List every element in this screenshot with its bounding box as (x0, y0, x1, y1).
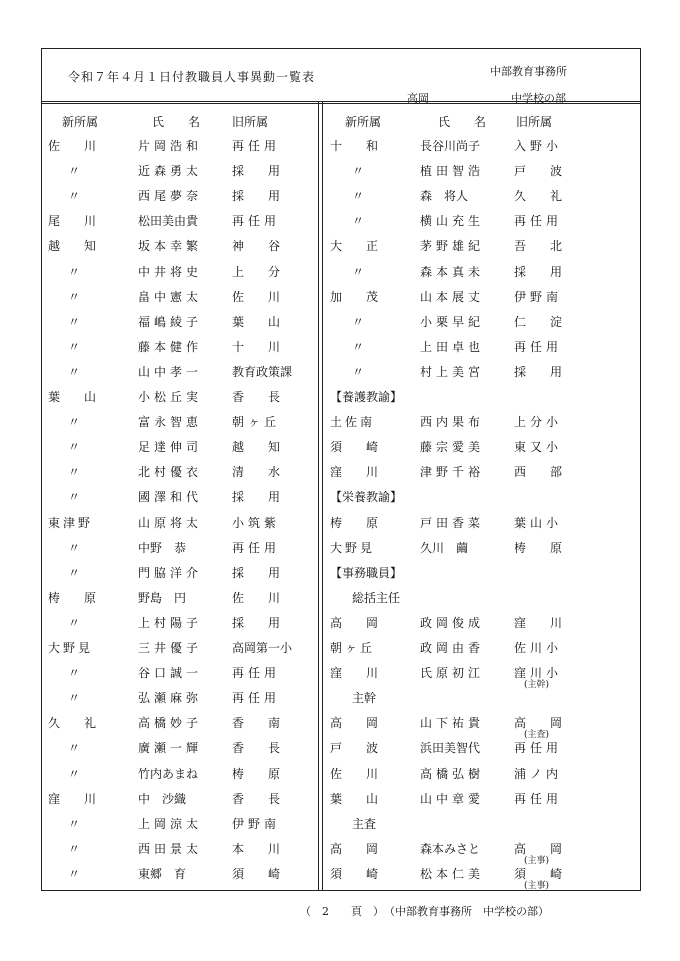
new-affiliation: 高 岡 (330, 716, 379, 731)
new-affiliation: 佐 川 (330, 766, 379, 781)
old-affiliation: 伊野南 (232, 816, 281, 831)
new-affiliation: 〃 (68, 289, 81, 304)
table-row (0, 137, 680, 157)
person-name: 山中孝一 (138, 364, 203, 379)
new-affiliation: 佐 川 (48, 139, 97, 153)
old-affiliation: 吾 北 (514, 239, 563, 254)
table-row (0, 514, 680, 534)
new-affiliation: 窪 川 (330, 666, 379, 681)
old-affiliation: 清 水 (232, 465, 281, 480)
person-name: 福嶋綾子 (138, 314, 203, 329)
new-affiliation: 〃 (68, 164, 81, 179)
section-label: 主幹 (352, 691, 377, 706)
person-name: 上岡涼太 (138, 816, 203, 831)
new-affiliation: 越 知 (48, 239, 97, 254)
old-affiliation: 上 分 (232, 264, 281, 279)
old-affiliation: 須 崎 (232, 866, 281, 881)
person-name: 氏原初江 (420, 666, 485, 681)
person-name: 森 将人 (420, 189, 469, 204)
table-row (0, 263, 680, 283)
person-name: 藤宗愛美 (420, 440, 485, 455)
person-name: 久川 繭 (420, 540, 469, 555)
table-row (0, 413, 680, 433)
old-affiliation: 戸 波 (514, 164, 563, 179)
person-name: 廣瀬一輝 (138, 741, 203, 756)
old-affiliation: 香 長 (232, 741, 281, 756)
old-affiliation: 越 知 (232, 440, 281, 455)
person-name: 畠中憲太 (138, 289, 203, 304)
old-affiliation: 十 川 (232, 339, 281, 354)
right-header-old: 旧所属 (516, 115, 553, 129)
old-affiliation: 上分小 (514, 415, 563, 430)
section-label: 総括主任 (352, 590, 401, 605)
table-row (0, 313, 680, 333)
right-header-name: 氏 名 (438, 115, 487, 129)
new-affiliation: 久 礼 (48, 716, 97, 731)
table-row (0, 840, 680, 866)
table-row (0, 187, 680, 207)
new-affiliation: 〃 (68, 490, 81, 505)
section-label: 【事務職員】 (330, 565, 403, 580)
new-affiliation: 〃 (352, 314, 365, 329)
new-affiliation: 大野見 (48, 641, 94, 655)
old-affiliation: 須 崎 (514, 866, 563, 881)
person-name: 西尾夢奈 (138, 189, 203, 204)
section-label: 【栄養教諭】 (330, 490, 403, 505)
person-name: 山原将太 (138, 515, 203, 530)
old-affiliation: 採 用 (232, 490, 281, 505)
person-name: 三井優子 (138, 641, 203, 655)
person-name: 茅野雄紀 (420, 239, 485, 254)
old-affiliation: 採 用 (232, 164, 281, 179)
new-affiliation: 〃 (68, 866, 81, 881)
old-affiliation: 香 長 (232, 390, 281, 404)
new-affiliation: 梼 原 (48, 590, 97, 605)
old-affiliation: 再任用 (232, 691, 281, 706)
table-row (0, 865, 680, 891)
person-name: 松本仁美 (420, 866, 485, 881)
new-affiliation: 〃 (68, 189, 81, 204)
new-affiliation: 〃 (68, 440, 81, 455)
old-affiliation: 香 長 (232, 791, 281, 806)
old-affiliation: 葉山小 (514, 515, 563, 530)
new-affiliation: 〃 (68, 766, 81, 781)
new-affiliation: 〃 (68, 841, 81, 856)
old-affiliation: 採 用 (232, 189, 281, 204)
new-affiliation: 加 茂 (330, 289, 379, 304)
new-affiliation: 東津野 (48, 515, 94, 530)
old-affiliation: 窪川小 (514, 666, 563, 681)
person-name: 植田智浩 (420, 164, 485, 179)
old-affiliation: 仁 淀 (514, 314, 563, 329)
new-affiliation: 〃 (352, 189, 365, 204)
new-affiliation: 〃 (68, 666, 81, 681)
old-affiliation: 再任用 (514, 339, 563, 354)
new-affiliation: 〃 (352, 214, 365, 229)
person-name: 高橋妙子 (138, 716, 203, 731)
new-affiliation: 窪 川 (48, 791, 97, 806)
new-affiliation: 〃 (68, 741, 81, 756)
title-note: (主査) (524, 730, 550, 741)
old-affiliation: 朝ヶ丘 (232, 415, 281, 430)
old-affiliation: 再任用 (232, 214, 281, 229)
person-name: 門脇洋介 (138, 565, 203, 580)
left-header-old: 旧所属 (232, 115, 269, 129)
page-footer: （ 2 頁 ） （中部教育事務所 中学校の部） (300, 905, 549, 918)
table-row (0, 614, 680, 634)
table-row (0, 790, 680, 810)
header-divider (41, 101, 641, 102)
person-name: 戸田香菜 (420, 515, 485, 530)
new-affiliation: 〃 (68, 691, 81, 706)
new-affiliation: 〃 (68, 540, 81, 555)
old-affiliation: 再任用 (232, 666, 281, 681)
new-affiliation: 葉 山 (330, 791, 379, 806)
person-name: 山下祐貴 (420, 716, 485, 731)
header-divider-double (41, 103, 641, 104)
old-affiliation: 佐川小 (514, 641, 563, 655)
person-name: 東郷 育 (138, 866, 187, 881)
old-affiliation: 教育政策課 (232, 364, 293, 379)
new-affiliation: 大野見 (330, 540, 376, 555)
person-name: 高橋弘樹 (420, 766, 485, 781)
new-affiliation: 〃 (68, 816, 81, 831)
old-affiliation: 伊野南 (514, 289, 563, 304)
section-label: 主査 (352, 816, 377, 831)
old-affiliation: 再任用 (514, 791, 563, 806)
table-row (0, 639, 680, 659)
section-label-row (0, 589, 680, 609)
new-affiliation: 尾 川 (48, 214, 97, 229)
person-name: 足達伸司 (138, 440, 203, 455)
person-name: 山中章愛 (420, 791, 485, 806)
section-label-row (0, 488, 680, 508)
person-name: 長谷川尚子 (420, 139, 481, 153)
person-name: 谷口誠一 (138, 666, 203, 681)
new-affiliation: 〃 (68, 264, 81, 279)
new-affiliation: 〃 (68, 465, 81, 480)
person-name: 津野千裕 (420, 465, 485, 480)
person-name: 西内果布 (420, 415, 485, 430)
new-affiliation: 高 岡 (330, 841, 379, 856)
section-label-row (0, 689, 680, 709)
old-affiliation: 神 谷 (232, 239, 281, 254)
old-affiliation: 浦ノ内 (514, 766, 563, 781)
person-name: 近森勇太 (138, 164, 203, 179)
table-row (0, 363, 680, 383)
old-affiliation: 香 南 (232, 716, 281, 731)
title-note: (主事) (524, 880, 550, 891)
left-header-new: 新所属 (62, 115, 99, 129)
table-row (0, 288, 680, 308)
old-affiliation: 採 用 (232, 615, 281, 630)
person-name: 森本真未 (420, 264, 485, 279)
person-name: 政岡由香 (420, 641, 485, 655)
person-name: 浜田美智代 (420, 741, 481, 756)
new-affiliation: 〃 (352, 264, 365, 279)
table-row (0, 539, 680, 559)
old-affiliation: 入野小 (514, 139, 563, 153)
person-name: 富永智恵 (138, 415, 203, 430)
old-affiliation: 佐 川 (232, 590, 281, 605)
old-affiliation: 窪 川 (514, 615, 563, 630)
left-header-name: 氏 名 (152, 115, 201, 129)
section-label: 【養護教諭】 (330, 390, 403, 404)
old-affiliation: 佐 川 (232, 289, 281, 304)
old-affiliation: 本 川 (232, 841, 281, 856)
title-note: (主幹) (524, 680, 550, 691)
person-name: 森本みさと (420, 841, 481, 856)
office-name: 中部教育事務所 (490, 65, 567, 78)
title-note: (主事) (524, 855, 550, 866)
person-name: 北村優衣 (138, 465, 203, 480)
person-name: 上村陽子 (138, 615, 203, 630)
section-label-row (0, 388, 680, 408)
new-affiliation: 〃 (352, 164, 365, 179)
old-affiliation: 葉 山 (232, 314, 281, 329)
person-name: 竹内あまね (138, 766, 199, 781)
new-affiliation: 朝ヶ丘 (330, 641, 376, 655)
old-affiliation: 小筑紫 (232, 515, 281, 530)
new-affiliation: 〃 (68, 314, 81, 329)
table-row (0, 463, 680, 483)
table-row (0, 765, 680, 785)
new-affiliation: 〃 (68, 339, 81, 354)
person-name: 野島 円 (138, 590, 187, 605)
old-affiliation: 高 岡 (514, 841, 563, 856)
person-name: 小松丘実 (138, 390, 203, 404)
person-name: 松田美由貴 (138, 214, 199, 229)
person-name: 藤本健作 (138, 339, 203, 354)
new-affiliation: 窪 川 (330, 465, 379, 480)
old-affiliation: 東又小 (514, 440, 563, 455)
section-label-row (0, 564, 680, 584)
person-name: 中 沙織 (138, 791, 187, 806)
new-affiliation: 大 正 (330, 239, 379, 254)
old-affiliation: 採 用 (514, 364, 563, 379)
person-name: 中井将史 (138, 264, 203, 279)
old-affiliation: 採 用 (514, 264, 563, 279)
section-label-row (0, 815, 680, 835)
table-row (0, 162, 680, 182)
table-row (0, 739, 680, 759)
new-affiliation: 〃 (352, 364, 365, 379)
new-affiliation: 〃 (68, 615, 81, 630)
old-affiliation: 再任用 (514, 741, 563, 756)
old-affiliation: 高岡第一小 (232, 641, 293, 655)
person-name: 小栗早紀 (420, 314, 485, 329)
new-affiliation: 須 崎 (330, 440, 379, 455)
section-name: 中学校の部 (511, 92, 566, 105)
old-affiliation: 採 用 (232, 565, 281, 580)
new-affiliation: 十 和 (330, 139, 379, 153)
person-name: 國澤和代 (138, 490, 203, 505)
new-affiliation: 葉 山 (48, 390, 97, 404)
old-affiliation: 西 部 (514, 465, 563, 480)
person-name: 坂本幸繁 (138, 239, 203, 254)
new-affiliation: 高 岡 (330, 615, 379, 630)
old-affiliation: 久 礼 (514, 189, 563, 204)
person-name: 政岡俊成 (420, 615, 485, 630)
table-row (0, 237, 680, 257)
new-affiliation: 土佐南 (330, 415, 376, 430)
old-affiliation: 梼 原 (232, 766, 281, 781)
page-title: 令和７年４月１日付教職員人事異動一覧表 (68, 70, 316, 84)
old-affiliation: 高 岡 (514, 716, 563, 731)
person-name: 横山充生 (420, 214, 485, 229)
person-name: 中野 恭 (138, 540, 187, 555)
table-row (0, 212, 680, 232)
old-affiliation: 梼 原 (514, 540, 563, 555)
person-name: 片岡浩和 (138, 139, 203, 153)
person-name: 上田卓也 (420, 339, 485, 354)
region-name: 高岡 (407, 92, 429, 105)
new-affiliation: 須 崎 (330, 866, 379, 881)
table-row (0, 438, 680, 458)
new-affiliation: 〃 (68, 565, 81, 580)
old-affiliation: 再任用 (514, 214, 563, 229)
person-name: 山本展丈 (420, 289, 485, 304)
new-affiliation: 〃 (352, 339, 365, 354)
table-row (0, 664, 680, 691)
new-affiliation: 〃 (68, 415, 81, 430)
person-name: 西田景太 (138, 841, 203, 856)
new-affiliation: 〃 (68, 364, 81, 379)
person-name: 弘瀬麻弥 (138, 691, 203, 706)
table-row (0, 338, 680, 358)
old-affiliation: 再任用 (232, 540, 281, 555)
new-affiliation: 梼 原 (330, 515, 379, 530)
new-affiliation: 戸 波 (330, 741, 379, 756)
table-row (0, 714, 680, 741)
old-affiliation: 再任用 (232, 139, 281, 153)
person-name: 村上美宮 (420, 364, 485, 379)
right-header-new: 新所属 (345, 115, 382, 129)
